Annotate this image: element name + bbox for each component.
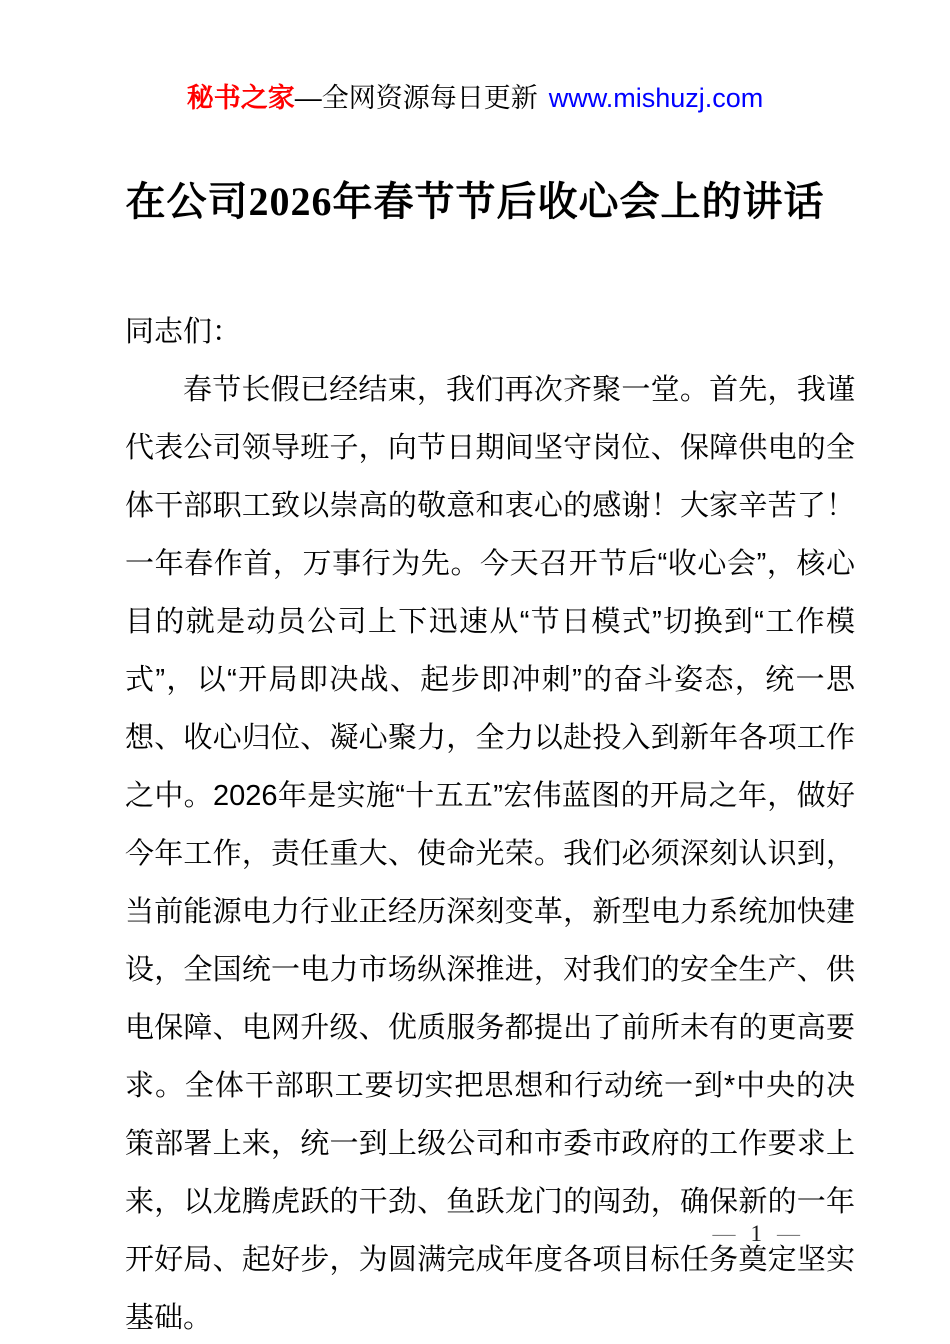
- page-number-right-dash: —: [777, 1221, 800, 1246]
- body-paragraph: 春节长假已经结束，我们再次齐聚一堂。首先，我谨代表公司领导班子，向节日期间坚守岗位、保障供电的全体干部职工致以崇高的敬意和衷心的感谢！大家辛苦了！一年春作首，万事行为先。今天召开节后“收心会”，核心目的就是动员公司上下迅速从“节日模式”切换到“工作模式”，以“开局即决战、起步即冲刺”的奋斗姿态，统一思想、收心归位、凝心聚力，全力以赴投入到新年各项工作之中。2026年是实施“十五五”宏伟蓝图的开局之年，做好今年工作，责任重大、使命光荣。我们必须深刻认识到，当前能源电力行业正经历深刻变革，新型电力系统加快建设，全国统一电力市场纵深推进，对我们的安全生产、供电保障、电网升级、优质服务都提出了前所未有的更高要求。全体干部职工要切实把思想和行动统一到*中央的决策部署上来，统一到上级公司和市委市政府的工作要求上来，以龙腾虎跃的干劲、鱼跃龙门的闯劲，确保新的一年开好局、起好步，为圆满完成年度各项目标任务奠定坚实基础。: [125, 374, 855, 1334]
- salutation: 同志们：: [125, 316, 242, 348]
- page-number-left-dash: —: [712, 1221, 736, 1246]
- page-title: 在公司2026年春节节后收心会上的讲话: [125, 179, 825, 224]
- brand-name: 秘书之家: [186, 83, 295, 113]
- page-number-value: 1: [750, 1221, 762, 1246]
- header-tagline: —全网资源每日更新: [294, 83, 538, 113]
- page-number: [0, 1220, 800, 1248]
- site-url-link[interactable]: www.mishuzj.com: [548, 83, 764, 113]
- document-body: [125, 303, 855, 1344]
- document-header: [0, 80, 950, 116]
